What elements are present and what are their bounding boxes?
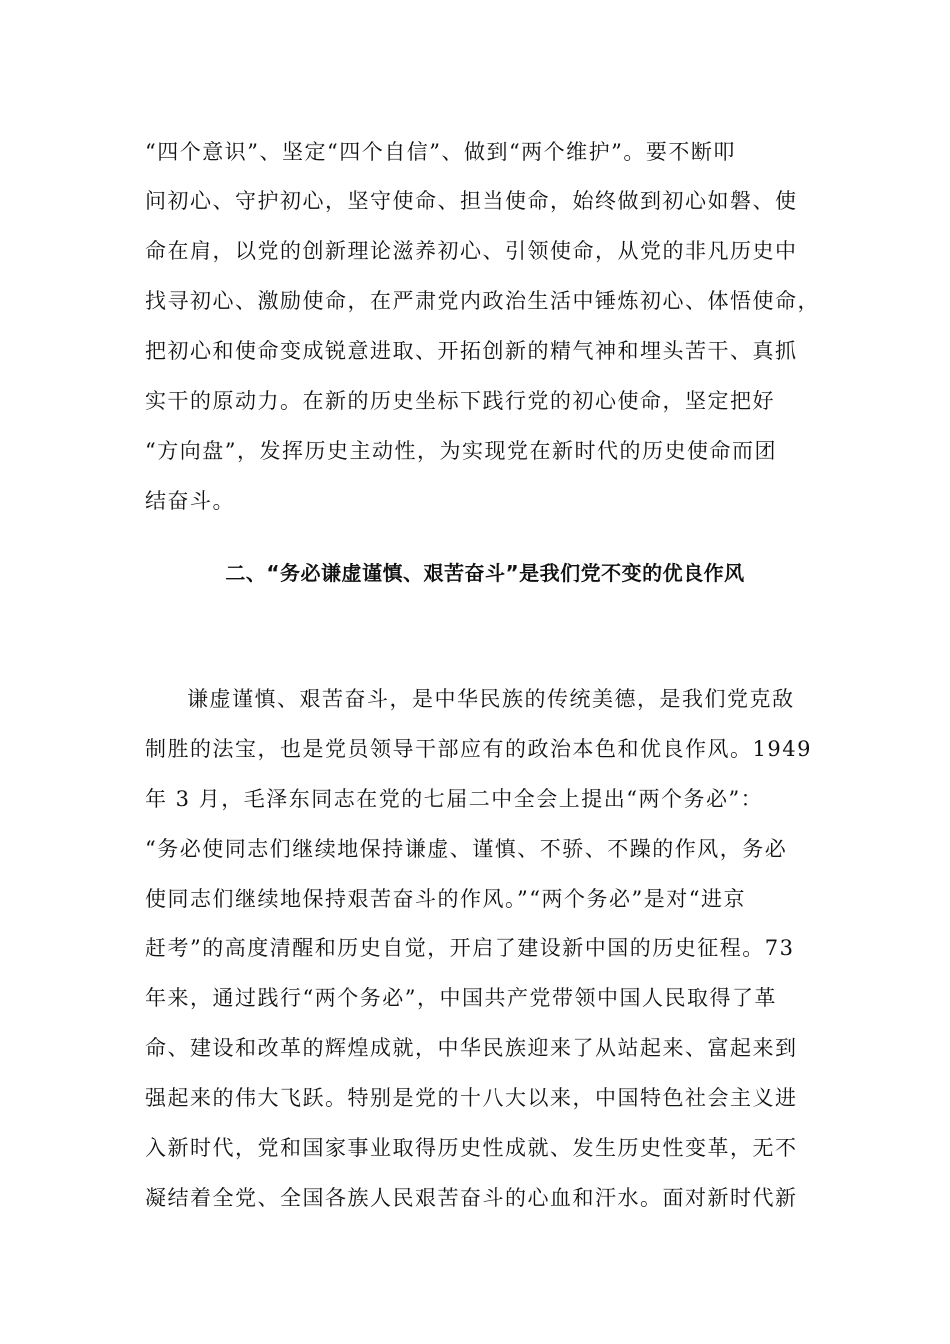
text-line: 赶考”的高度清醒和历史自觉，开启了建设新中国的历史征程。73 bbox=[145, 936, 795, 960]
text-line: 命、建设和改革的辉煌成就，中华民族迎来了从站起来、富起来到 bbox=[145, 1036, 798, 1060]
text-line: 问初心、守护初心，坚守使命、担当使命，始终做到初心如磐、使 bbox=[145, 189, 798, 213]
section-heading: 二、“务必谦虚谨慎、艰苦奋斗”是我们党不变的优良作风 bbox=[225, 561, 745, 585]
text-line: 入新时代，党和国家事业取得历史性成就、发生历史性变革，无不 bbox=[145, 1136, 798, 1160]
text-line: 实干的原动力。在新的历史坐标下践行党的初心使命，坚定把好 bbox=[145, 389, 775, 413]
text-line: 结奋斗。 bbox=[145, 489, 235, 513]
text-line: 找寻初心、激励使命，在严肃党内政治生活中锤炼初心、体悟使命， bbox=[145, 289, 820, 313]
text-line: 凝结着全党、全国各族人民艰苦奋斗的心血和汗水。面对新时代新 bbox=[145, 1186, 798, 1210]
text-line: 使同志们继续地保持艰苦奋斗的作风。”“两个务必”是对“进京 bbox=[145, 887, 746, 911]
text-line: 强起来的伟大飞跃。特别是党的十八大以来，中国特色社会主义进 bbox=[145, 1086, 798, 1110]
text-line: “四个意识”、坚定“四个自信”、做到“两个维护”。要不断叩 bbox=[145, 140, 736, 164]
text-line: 命在肩，以党的创新理论滋养初心、引领使命，从党的非凡历史中 bbox=[145, 239, 798, 263]
text-line: 年来，通过践行“两个务必”，中国共产党带领中国人民取得了革 bbox=[145, 986, 777, 1010]
text-line: 谦虚谨慎、艰苦奋斗，是中华民族的传统美德，是我们党克敌 bbox=[187, 687, 795, 711]
text-line: 制胜的法宝，也是党员领导干部应有的政治本色和优良作风。1949 bbox=[145, 737, 812, 761]
text-line: “务必使同志们继续地保持谦虚、谨慎、不骄、不躁的作风，务必 bbox=[145, 837, 788, 861]
text-line: 年 3 月，毛泽东同志在党的七届二中全会上提出“两个务必”： bbox=[145, 787, 764, 811]
text-line: 把初心和使命变成锐意进取、开拓创新的精气神和埋头苦干、真抓 bbox=[145, 339, 798, 363]
text-line: “方向盘”，发挥历史主动性，为实现党在新时代的历史使命而团 bbox=[145, 439, 777, 463]
